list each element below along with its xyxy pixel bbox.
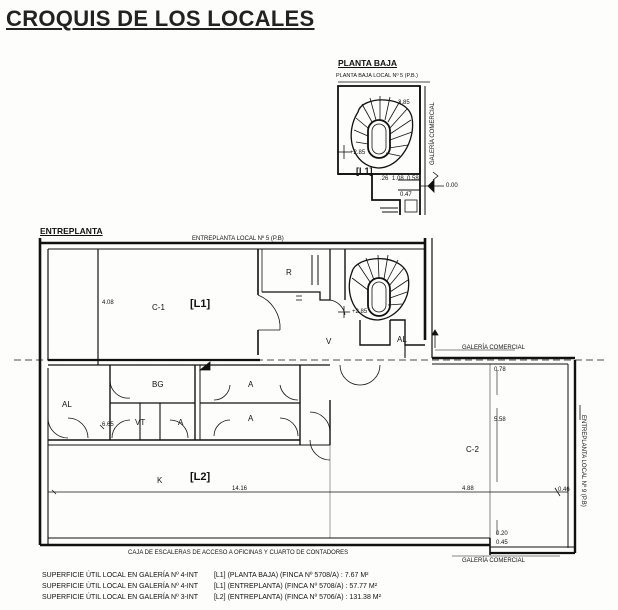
dim-558: 5.58 [494,417,506,423]
room-v: V [326,337,332,346]
entreplanta-header: ENTREPLANTA [40,226,103,236]
summary-row [42,592,381,603]
markers [52,296,580,556]
room-al-left: AL [62,400,72,409]
room-r: R [286,268,292,277]
side-label-local9: ENTREPLANTA LOCAL Nº 9 (P.B) [580,415,586,507]
summary-right: (ENTREPLANTA) (FINCA Nº 5706/A) : 131.38 M² [227,594,381,601]
room-a2: A [248,414,254,423]
pb-dim-058: 0.58 [407,176,419,182]
dim-665: 6.65 [102,422,114,428]
bottom-label-stairs: CAJA DE ESCALERAS DE ACCESO A OFICINAS Y CUARTO DE CONTADORES [128,550,349,556]
summary-tag: [L1] [213,583,226,590]
galeria-comercial-bottom: GALERÍA COMERCIAL [462,558,526,564]
planta-baja-galeria-label: GALERÍA COMERCIAL [430,101,436,165]
summary-right: (PLANTA BAJA) (FINCA Nº 5708/A) : 7.67 M² [227,572,369,579]
room-c1: C-1 [152,303,165,312]
pb-dim-026: .26 [380,176,389,182]
room-a1: A [248,380,254,389]
dim-488: 4.88 [462,486,474,492]
room-c2: C-2 [466,445,479,454]
pb-dim-285: +2.85 [350,150,366,156]
planta-baja-header: PLANTA BAJA [338,58,398,68]
page-title: CROQUIS DE LOS LOCALES [6,6,315,31]
planta-baja-local-tag: [L1] [356,166,373,176]
dim-045: 0.45 [496,540,508,546]
planta-baja-sub-label: PLANTA BAJA LOCAL Nº 5 (P.B.) [336,73,418,79]
surface-summary [42,570,381,603]
summary-row [42,581,381,592]
tag-l2: [L2] [190,471,211,483]
summary-row [42,570,381,581]
dim-285: +2.85 [352,309,368,315]
room-k: K [157,476,163,485]
summary-right: (ENTREPLANTA) (FINCA Nº 5708/A) : 57.77 M² [227,583,378,590]
summary-left: SUPERFICIE ÚTIL LOCAL EN GALERÍA Nº 3-INT [42,594,199,601]
planta-baja-spiral-stair [351,96,412,168]
room-al-right: AL [397,335,407,344]
dim-1416: 14.16 [232,486,248,492]
dim-078: 0.78 [494,367,506,373]
tag-l1: [L1] [190,298,211,310]
dim-046: 0.46 [558,487,570,493]
summary-tag: [L1] [213,572,226,579]
pb-dim-000: 0.00 [446,183,458,189]
dim-020: 0.20 [496,531,508,537]
room-bg: BG [152,380,164,389]
summary-left: SUPERFICIE ÚTIL LOCAL EN GALERÍA Nº 4-INT [42,583,199,590]
summary-tag: [L2] [213,594,226,601]
galeria-comercial-top: GALERÍA COMERCIAL [462,345,526,351]
pb-dim-108: 1.08 [392,176,404,182]
entreplanta-top-label: ENTREPLANTA LOCAL Nº 5 (P.B) [192,236,284,242]
planta-baja-walls [338,82,430,215]
pb-dim-047: 0.47 [400,192,412,198]
dim-408: 4.08 [102,300,114,306]
summary-left: SUPERFICIE ÚTIL LOCAL EN GALERÍA Nº 4-INT [42,572,199,579]
pb-dim-385: 3.85 [398,100,410,106]
room-a3: A [178,418,184,427]
room-vt: VT [135,418,146,427]
